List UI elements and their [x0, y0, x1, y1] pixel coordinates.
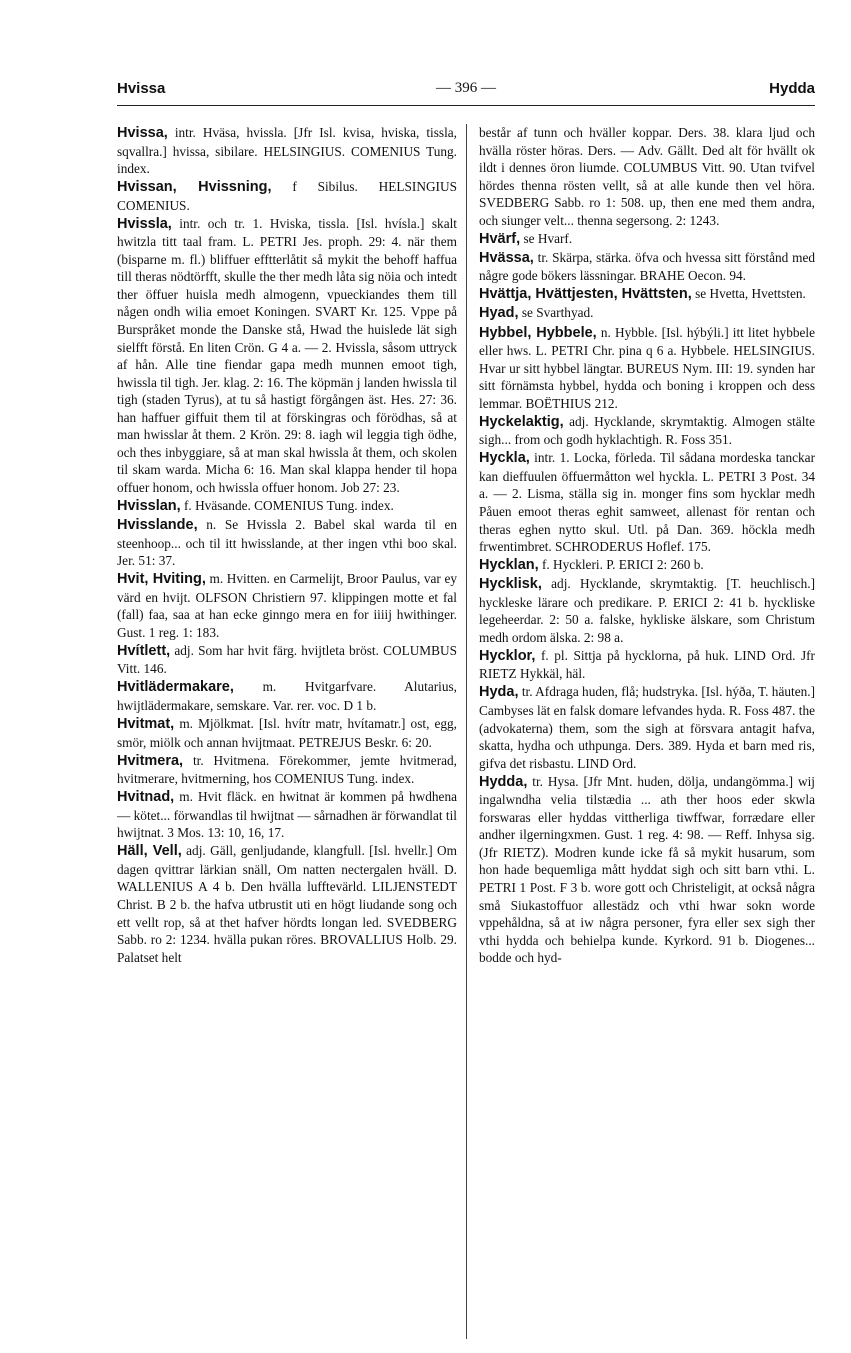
entry-headword: Hvit, Hviting, [117, 571, 206, 588]
entry-headword: Hvissla, [117, 215, 172, 232]
entry-body: n. Se Hvissla 2. Babel skal warda til en steenhoop... och til itt hwisslande, at ther ingen vthi boo skal. Jer. 51: 37. [117, 517, 457, 569]
dictionary-entry [479, 324, 815, 413]
entry-headword: Hvissa, [117, 125, 168, 141]
entry-headword: Häll, Vell, [117, 843, 182, 860]
entry-headword: Hvitlädermakare, [117, 679, 234, 696]
dictionary-entry [117, 570, 457, 641]
dictionary-entry [479, 124, 815, 229]
dictionary-entry [117, 788, 457, 842]
entry-body: m. Hvitten. en Carmelijt, Broor Paulus, var ey värd en hvijt. OLFSON Christiern 97. klippingen motte et fal (fall) faa, saa at han ecke ginngo mera en for iiiij hwithinger. Gust. 1 reg. 1: 183. [117, 571, 457, 640]
dictionary-entry [479, 413, 815, 449]
left-column [117, 124, 457, 1339]
dictionary-entry [117, 752, 457, 788]
entry-headword: Hycklisk, [479, 576, 542, 593]
entry-body: adj. Gäll, genljudande, klangfull. [Isl. hvellr.] Om dagen qvittrar lärkian snäll, Om natten nectergalen hväll. D. WALLENIUS A 4 b. Den hvälla lufftevärld. LILJENSTEDT Christ. B 2 b. the hafva utbrustit uti en högt liudande song och ett vellt rop, så at thet hafver hördts longan led. SVEDBERG Sabb. ro 2: 1234. hvälla pukan röres. BROVALLIUS Holb. 29. Palatset helt [117, 843, 457, 965]
entry-headword: Hycklan, [479, 557, 539, 574]
dictionary-entry [117, 215, 457, 497]
entry-body: adj. Som har hvit färg. hvijtleta bröst. COLUMBUS Vitt. 146. [117, 642, 457, 677]
right-column [479, 124, 815, 1339]
dictionary-entry [117, 178, 457, 214]
entry-headword: Hvissan, Hvissning, [117, 179, 272, 196]
entry-body: tr. Hysa. [Jfr Mnt. huden, dölja, undangömma.] wij ingalwndha velia tilstædia ... ath ther hoos eder skwla forswaras eller hyddas vittherliga tiwffwar, forrædare eller andher ilgerningxmen. Gust. 1 reg. 4: 98. — Reff. Inhysa sig. (Jfr RIETZ). Modren kunde icke få så mykit husarum, som hon hade bequemliga mått hyddat sigh och sitt barn vthi. L. PETRI 1 Post. F 3 b. wore gott och Christeligit, at också några små Siukastoffuor allestädz och vthi hwar sokn worde vppehåldna, så at iw några personer, fyra eller sex sigh ther vthi hydda och behielpa kunde. Kyrkord. 91 b. Diogenes... bodde och hyd- [479, 773, 815, 966]
header-left-guideword: Hvissa [117, 80, 166, 97]
entry-headword: Hyad, [479, 305, 519, 322]
entry-body: f. Hyckleri. P. ERICI 2: 260 b. [541, 557, 704, 573]
dictionary-entry [479, 449, 815, 555]
entry-body: f Sibilus. HELSINGIUS COMENIUS. [117, 179, 457, 213]
entry-headword: Hvitmat, [117, 716, 175, 733]
entry-body: f. Hväsande. COMENIUS Tung. index. [184, 497, 394, 513]
running-head [117, 80, 815, 104]
entry-headword: Hvitnad, [117, 789, 175, 806]
column-divider [466, 124, 467, 1339]
entry-headword: Hyda, [479, 684, 519, 701]
entry-body: f. pl. Sittja på hycklorna, på huk. LIND Ord. Jfr RIETZ Hykkäl, häl. [479, 647, 815, 682]
entry-headword: Hvitmera, [117, 752, 184, 769]
entry-body: tr. Hvitmena. Förekommer, jemte hvitmerad, hvitmerare, hvitmerning, hos COMENIUS Tung. index. [117, 752, 457, 787]
dictionary-entry [479, 285, 815, 304]
entry-body: består af tunn och hväller koppar. Ders. 38. klara ljud och hvälla röster höras. Ders. — Adv. Gällt. Ded alt för hvällt ok ildt i dennes öron liumde. COLUMBUS Vitt. 90. Utan tvifvel hördes thenna rösten vellt, så at alle kunde then vel höra. SVEDBERG Sabb. ro 1: 508. up, then ene med them andra, och siunger velt... thenna segersong. 2: 1243. [479, 125, 815, 228]
entry-headword: Hvisslan, [117, 497, 181, 514]
dictionary-entry [479, 773, 815, 967]
header-rule [117, 105, 815, 106]
dictionary-entry [479, 683, 815, 772]
header-right-guideword: Hydda [769, 80, 815, 97]
entry-body: m. Mjölkmat. [Isl. hvítr matr, hvítamatr.] ost, egg, smör, miölk och annan hvijtmaat. PETREJUS Beskr. 6: 20. [117, 716, 457, 750]
entry-headword: Hvättja, Hvättjesten, Hvättsten, [479, 286, 692, 303]
entry-body: n. Hybble. [Isl. hýbýli.] itt litet hybbele eller hws. L. PETRI Chr. pina q 6 a. Hybbele. HELSINGIUS. Hvar ur sitt hybbel längtar. BUREUS Nym. III: 19. synden har sitt förnämsta hybbel, hydda och boning i kroppen och dess lemmar. BOËTHIUS 212. [479, 324, 815, 411]
dictionary-entry [479, 575, 815, 646]
dictionary-entry [479, 230, 815, 249]
dictionary-entry [117, 124, 457, 178]
entry-body: tr. Skärpa, stärka. öfva och hvessa sitt förstånd med någre gode bökers lässningar. BRAHE Oecon. 94. [479, 249, 815, 284]
entry-body: intr. 1. Locka, förleda. Til sådana mordeska tanckar kan dieffuulen öffuermåtton wel hyckla. L. PETRI 3 Post. 34 a. — 2. Lisma, ställa sig in. monger fins som hycklar medh Påuen emoot theras eghit samweet, allenast för rentan och theras eghen nytto skul. Utl. på Dan. 369. höckla medh frwentimbret. SCHRODERUS Hoflef. 175. [479, 450, 815, 555]
dictionary-entry [117, 642, 457, 678]
entry-headword: Hyckelaktig, [479, 413, 564, 430]
dictionary-entry [117, 678, 457, 714]
entry-body: intr. Hväsa, hvissla. [Jfr Isl. kvisa, hviska, tissla, sqvallra.] hvissa, sibilare. HELSINGIUS. COMENIUS Tung. index. [117, 125, 457, 177]
dictionary-entry [117, 842, 457, 966]
entry-body: se Svarthyad. [521, 305, 594, 321]
dictionary-entry [117, 516, 457, 570]
entry-headword: Hvässa, [479, 249, 534, 266]
dictionary-entry [117, 497, 457, 516]
entry-headword: Hvärf, [479, 230, 521, 247]
entry-body: adj. Hycklande, skrymtaktig. [T. heuchlisch.] hyckleske lärare och predikare. P. ERICI 2: 41 b. hyckliske legeheerdar. 2: 50 a. falske, hykliske älskare, som Christum medh ordom älska. 2: 98 a. [479, 576, 815, 645]
entry-body: se Hvarf. [523, 230, 573, 246]
dictionary-entry [117, 715, 457, 751]
entry-headword: Hycklor, [479, 647, 536, 664]
entry-body: m. Hvit fläck. en hwitnat är kommen på hwdhena — kötet... förwandlas til hwijtnat — sårnadhen är förwandlat til hwijtnat. 3 Mos. 13: 10, 16, 17. [117, 789, 457, 841]
entry-headword: Hyckla, [479, 450, 530, 467]
entry-body: adj. Hycklande, skrymtaktig. Almogen stälte sigh... from och godh hyklachtigh. R. Foss 351. [479, 413, 815, 448]
entry-body: intr. och tr. 1. Hviska, tissla. [Isl. hvísla.] skalt hwitzla titt taal fram. L. PETRI Jes. proph. 29: 4. när them (bisparne m. fl.) bliffuer efftterlåtit så mykit the behoff haffua till theras nödtörfft, skulle the ther medh låta sig nöia och intedt ther öffuer huisla medh almogenn, vpueckiandes them till någen ondh wilia emoet Koningen. SVART Kr. 125. Vppe på Burspråket monde the Danske stå, Hwad the huislede lät sigh sielfft förstå. En liten Crön. G 4 a. — 2. Hvissla, såsom uttryck af hån. Alle tine fiendar gapa medh munnen emoot tigh, hwissla til tigh. Jer. klag. 2: 16. The köpmän j landen hwissla til tigh (staden Tyrus), at tu så hastigt förgången äst. Hes. 27: 36. han haffuer giffuit them til at förskingras och förödhas, så at man hwisslar åt them. 2 Krön. 29: 8. iagh wil leggia tigh ödhe, och thes inbyggiare, så at man skal hwissla åt them, och skolen til skam warda. Micha 6: 16. Man skal klappa hender til hopa offuer honom, och hwissla offuer honom. Job 27: 23. [117, 215, 457, 495]
dictionary-entry [479, 647, 815, 683]
dictionary-entry [479, 556, 815, 575]
dictionary-entry [479, 304, 815, 323]
dictionary-entry [479, 249, 815, 285]
page-number: — 396 — [436, 80, 496, 96]
entry-body: m. Hvitgarfvare. Alutarius, hwijtlädermakare, semskare. Var. rer. voc. D 1 b. [117, 679, 457, 713]
entry-headword: Hydda, [479, 773, 528, 790]
entry-headword: Hvisslande, [117, 517, 198, 534]
entry-body: tr. Afdraga huden, flå; hudstryka. [Isl. hýða, T. häuten.] Cambyses lät en falsk domare lefvandes hyda. R. Foss 487. the (advokaterna) them, som the sigh at försvara antagit hafva, skatta, hydha och uthpunga. Ders. 389. Hyda et barn med ris, gifva det risbastu. LIND Ord. [479, 684, 815, 771]
entry-headword: Hybbel, Hybbele, [479, 324, 597, 341]
entry-body: se Hvetta, Hvettsten. [695, 286, 806, 302]
entry-headword: Hvítlett, [117, 642, 171, 659]
